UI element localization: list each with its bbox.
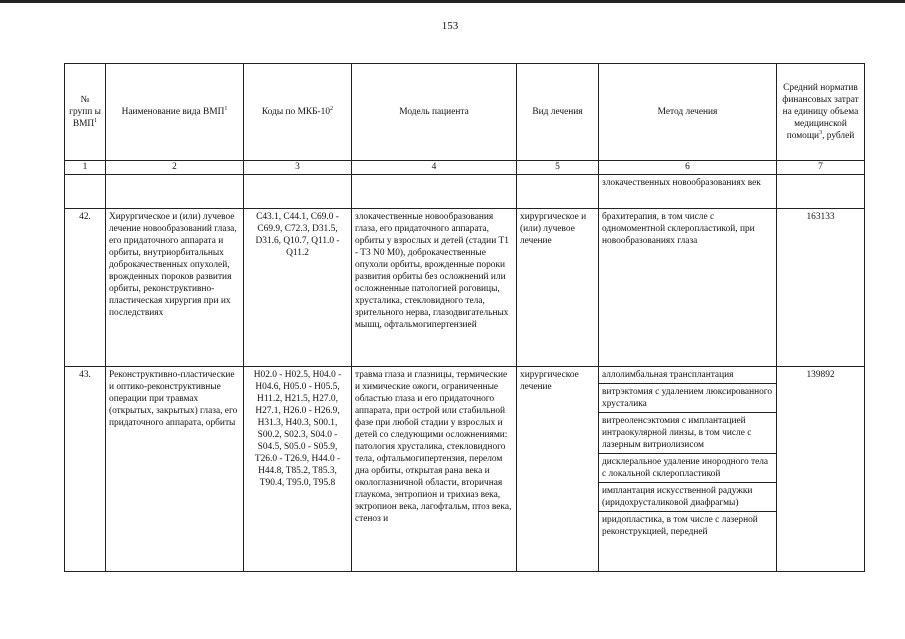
column-number: 5 — [517, 161, 599, 175]
row-treatment-method: брахитерапия, в том числе с одномоментной склеропластикой, при новообразованиях глаза — [599, 209, 777, 367]
page-number: 153 — [441, 20, 459, 32]
column-number: 7 — [777, 161, 865, 175]
table-row — [65, 367, 865, 572]
header-treatment-method: Метод лечения — [599, 64, 777, 161]
header-cost: Средний норматив финансовых затрат на единицу объема медицинской помощи$^3$, рублей — [777, 64, 865, 161]
row-cost: 139892 — [777, 367, 865, 572]
row-mkb-codes — [244, 175, 352, 209]
row-patient-model: травма глаза и глазницы, термические и химические ожоги, ограниченные областью глаза и его придаточного аппарата, при острой или стабильной фазе при любой стадии у взрослых и детей со следующими осложнениями: патология хрусталика, стекловидного тела, офтальмогипертензия, перелом дна орбиты, открытая рана века и окологлазничной области, вторичная глаукома, энтропион и трихиаз века, эктропион века, лагофтальм, птоз века, стеноз и — [352, 367, 517, 572]
row-group-no: 42. — [65, 209, 106, 367]
header-vmp-name: Наименование вида ВМП$^1$ — [106, 64, 244, 161]
header-patient-model: Модель пациента — [352, 64, 517, 161]
top-border-line — [0, 0, 905, 3]
row-treatment-methods — [599, 367, 777, 572]
row-group-no — [65, 175, 106, 209]
row-vmp-name: Хирургическое и (или) лучевое лечение новообразований глаза, его придаточного аппарата и орбиты, внутриорбитальных доброкачественных опухолей, врожденных пороков развития орбиты, реконструктивно-пластическая хирургия при их последствиях — [106, 209, 244, 367]
header-treatment-type: Вид лечения — [517, 64, 599, 161]
row-patient-model: злокачественные новообразования глаза, его придаточного аппарата, орбиты у взрослых и детей (стадии T1 - T3 N0 M0), доброкачественные опухоли орбиты, врожденные пороки развития орбиты без осложнений или осложненные патологией роговицы, хрусталика, стекловидного тела, зрительного нерва, глазодвигательных мышц, офтальмогипертензией — [352, 209, 517, 367]
method-item: имплантация искусственной радужки (иридохрусталиковой диафрагмы) — [599, 483, 776, 512]
table-row — [65, 209, 865, 367]
row-treatment-type: хирургическое и (или) лучевое лечение — [517, 209, 599, 367]
row-group-no: 43. — [65, 367, 106, 572]
column-number: 1 — [65, 161, 106, 175]
method-item: витрэктомия с удалением люксированного хрусталика — [599, 384, 776, 413]
column-number: 4 — [352, 161, 517, 175]
row-cost: 163133 — [777, 209, 865, 367]
column-number: 6 — [599, 161, 777, 175]
header-group-no: № групп ы ВМП$^1$ — [65, 64, 106, 161]
header-mkb-codes: Коды по МКБ-$10^2$ — [244, 64, 352, 161]
row-mkb-codes: C43.1, C44.1, C69.0 - C69.9, C72.3, D31.5, D31.6, Q10.7, Q11.0 - Q11.2 — [244, 209, 352, 367]
row-treatment-type — [517, 175, 599, 209]
method-item: дисклеральное удаление инородного тела с локальной склеропластикой — [599, 454, 776, 483]
method-item: иридопластика, в том числе с лазерной реконструкцией, передней — [602, 515, 758, 538]
row-vmp-name — [106, 175, 244, 209]
method-item: витреоленсэктомия с имплантацией интраокулярной линзы, в том числе с лазерным витриолизисом — [599, 413, 776, 454]
column-number: 2 — [106, 161, 244, 175]
column-number: 3 — [244, 161, 352, 175]
table-row — [65, 175, 865, 209]
column-numbers-row — [65, 161, 865, 175]
row-patient-model — [352, 175, 517, 209]
vmp-table — [64, 63, 865, 572]
row-cost — [777, 175, 865, 209]
header-row — [65, 64, 865, 161]
row-vmp-name: Реконструктивно-пластические и оптико-реконструктивные операции при травмах (открытых, закрытых) глаза, его придаточного аппарата, орбиты — [106, 367, 244, 572]
method-item: аллолимбальная трансплантация — [599, 367, 776, 384]
row-treatment-type: хирургическое лечение — [517, 367, 599, 572]
row-mkb-codes: H02.0 - H02.5, H04.0 - H04.6, H05.0 - H05.5, H11.2, H21.5, H27.0, H27.1, H26.0 - H26.9, H31.3, H40.3, S00.1, S00.2, S02.3, S04.0 - S04.5, S05.0 - S05.9, T26.0 - T26.9, H44.0 - H44.8, T85.2, T85.3, T90.4, T95.0, T95.8 — [244, 367, 352, 572]
row-treatment-method: злокачественных новообразованиях век — [599, 175, 777, 209]
